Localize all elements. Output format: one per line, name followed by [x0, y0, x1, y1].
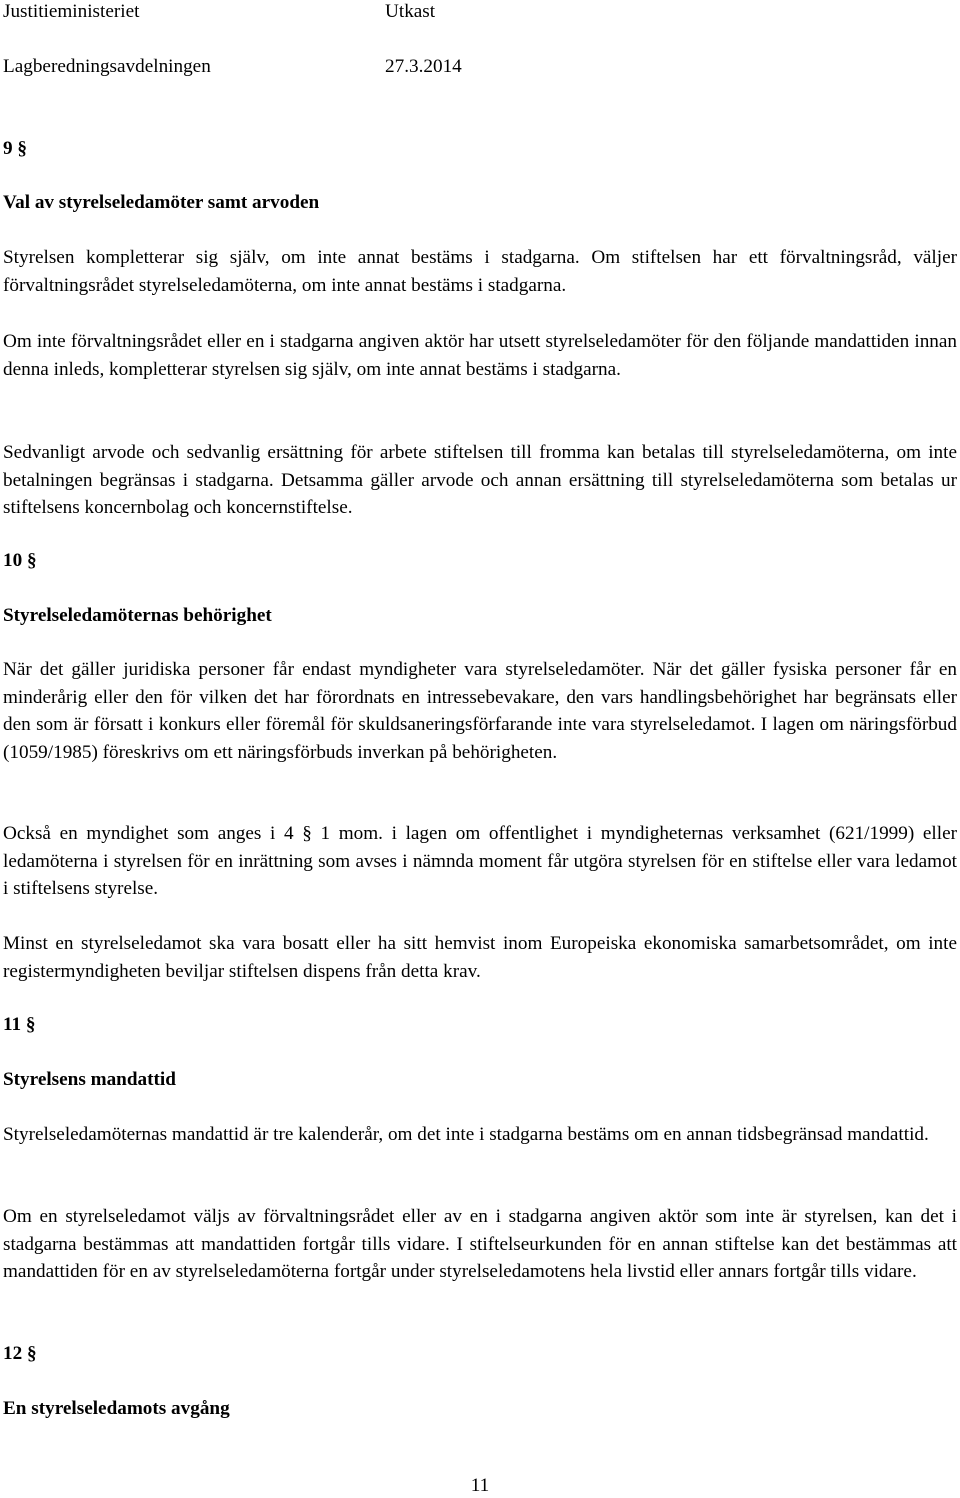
section-10-title: Styrelseledamöternas behörighet: [3, 605, 272, 626]
section-12-number: 12 §: [3, 1343, 37, 1364]
document-status: Utkast: [385, 1, 436, 22]
section-9-paragraph-1: Styrelsen kompletterar sig själv, om inte annat bestäms i stadgarna. Om stiftelsen har ett förvaltningsråd, väljer förvaltningsrådet styrelseledamöterna, om inte annat bestäms i stadgarna.: [3, 247, 957, 296]
document-page: [3, 0, 957, 1497]
section-10-paragraph-1: När det gäller juridiska personer får endast myndigheter vara styrelseledamöter. När det gäller fysiska personer får en minderårig eller den för vilken det har förordnats en intressebevakare, den vars handlingsbehörighet har begränsats eller den som är försatt i konkurs eller föremål för skuldsaneringsförfarande inte vara styrelseledamot. I lagen om näringsförbud (1059/1985) föreskrivs om ett näringsförbuds inverkan på behörigheten.: [3, 659, 957, 763]
section-9-title: Val av styrelseledamöter samt arvoden: [3, 192, 320, 213]
section-9-paragraph-3: Sedvanligt arvode och sedvanlig ersättning för arbete stiftelsen till fromma kan betalas till styrelseledamöterna, om inte betalningen begränsas i stadgarna. Detsamma gäller arvode och annan ersättning till styrelseledamöterna som betalas ur stiftelsens koncernbolag och koncernstiftelse.: [3, 442, 957, 518]
section-11-title: Styrelsens mandattid: [3, 1069, 176, 1090]
document-date: 27.3.2014: [385, 56, 462, 77]
department-name: Lagberedningsavdelningen: [3, 56, 211, 77]
page-number: 11: [470, 1475, 490, 1496]
section-10-paragraph-2: Också en myndighet som anges i 4 § 1 mom. i lagen om offentlighet i myndigheternas verksamhet (621/1999) eller ledamöterna i styrelsen för en inrättning som avses i nämnda moment får utgöra styrelsen för en stiftelse eller vara ledamot i stiftelsens styrelse.: [3, 823, 957, 899]
section-9-paragraph-2: Om inte förvaltningsrådet eller en i stadgarna angiven aktör har utsett styrelseledamöter för den följande mandattiden innan denna inleds, kompletterar styrelsen sig själv, om inte annat bestäms i stadgarna.: [3, 331, 957, 380]
section-9-number: 9 §: [3, 138, 27, 159]
section-10-number: 10 §: [3, 550, 37, 571]
section-11-number: 11 §: [3, 1014, 36, 1035]
section-12-title: En styrelseledamots avgång: [3, 1398, 230, 1419]
section-10-paragraph-3: Minst en styrelseledamot ska vara bosatt eller ha sitt hemvist inom Europeiska ekonomiska samarbetsområdet, om inte registermyndigheten beviljar stiftelsen dispens från detta krav.: [3, 933, 957, 982]
section-11-paragraph-2: Om en styrelseledamot väljs av förvaltningsrådet eller av en i stadgarna angiven aktör som inte är styrelsen, kan det i stadgarna bestämmas att mandattiden fortgår tills vidare. I stiftelseurkunden för en annan stiftelse kan det bestämmas att mandattiden för en av styrelseledamöterna fortgår under styrelseledamotens hela livstid eller annars fortgår tills vidare.: [3, 1206, 957, 1282]
ministry-name: Justitieministeriet: [3, 1, 140, 22]
section-11-paragraph-1: Styrelseledamöternas mandattid är tre kalenderår, om det inte i stadgarna bestäms om en annan tidsbegränsad mandattid.: [3, 1124, 929, 1145]
